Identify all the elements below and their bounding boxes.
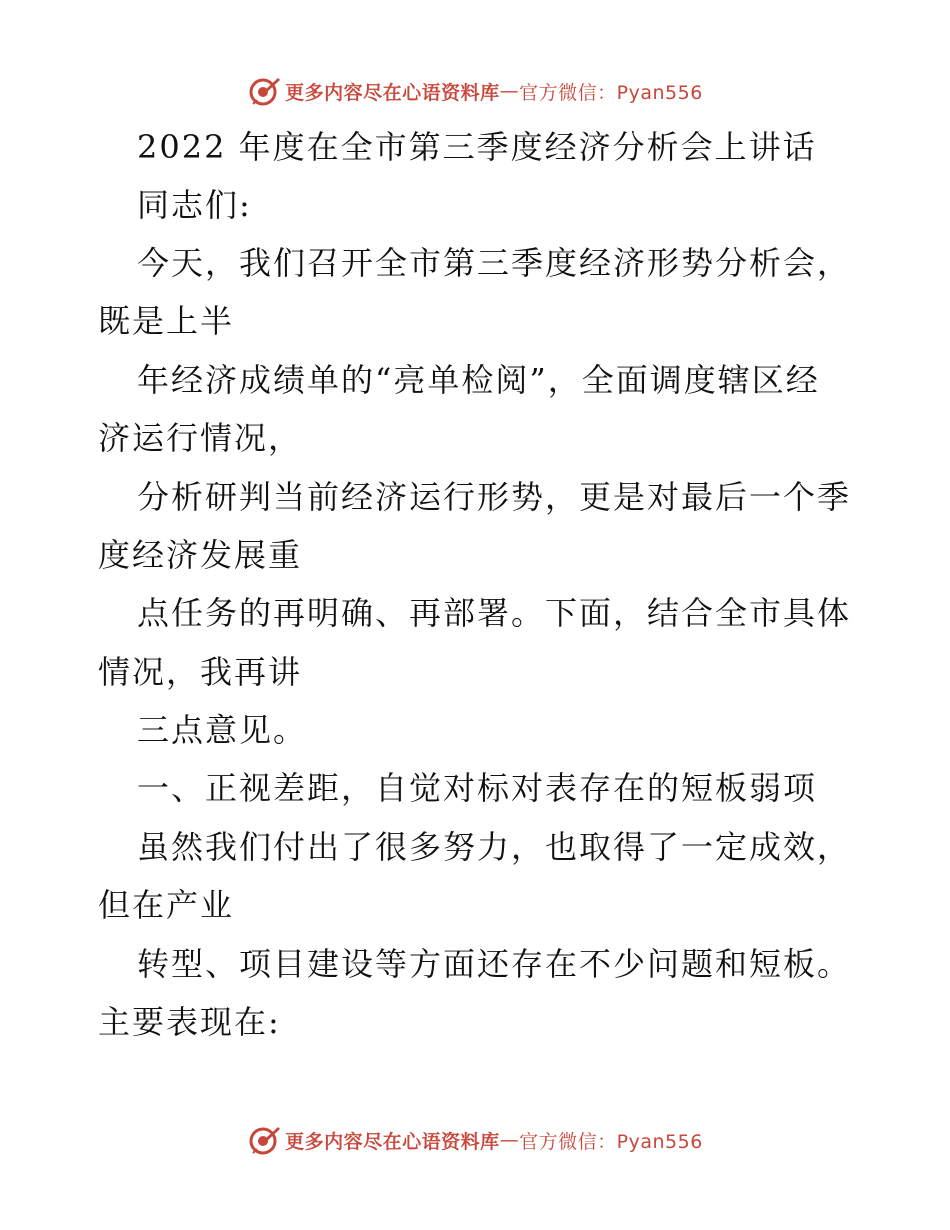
watermark-footer <box>0 1122 950 1158</box>
text-line: 度经济发展重 <box>98 536 303 574</box>
text-line: 点任务的再明确、再部署。下面，结合全市具体 <box>137 594 852 632</box>
section-heading: 一、正视差距，自觉对标对表存在的短板弱项 <box>137 769 818 807</box>
watermark-separator: — <box>499 80 520 102</box>
brand-logo-icon <box>247 1123 281 1157</box>
watermark-header <box>0 73 950 109</box>
text-line: 济运行情况， <box>98 419 303 457</box>
text-line: 既是上半 <box>98 302 235 340</box>
text-line: 同志们: <box>137 186 252 224</box>
text-line: 年经济成绩单的“亮单检阅”，全面调度辖区经 <box>137 361 820 399</box>
text-line: 今天，我们召开全市第三季度经济形势分析会， <box>137 244 852 282</box>
watermark-brand: 更多内容尽在心语资料库 <box>285 1130 500 1153</box>
text-line: 但在产业 <box>98 886 235 924</box>
text-line: 三点意见。 <box>137 711 308 749</box>
text-line: 虽然我们付出了很多努力，也取得了一定成效， <box>137 828 852 866</box>
text-line: 分析研判当前经济运行形势，更是对最后一个季 <box>137 478 852 516</box>
watermark-separator: — <box>499 1129 520 1151</box>
watermark-brand: 更多内容尽在心语资料库 <box>285 81 500 104</box>
brand-logo-icon <box>247 74 281 108</box>
document-title: 2022 年度在全市第三季度经济分析会上讲话 <box>137 128 817 166</box>
text-line: 主要表现在: <box>98 1003 281 1041</box>
watermark-contact: 官方微信：Pyan556 <box>519 81 703 104</box>
watermark-contact: 官方微信：Pyan556 <box>519 1130 703 1153</box>
text-line: 转型、项目建设等方面还存在不少问题和短板。 <box>137 945 852 983</box>
text-line: 情况，我再讲 <box>98 653 303 691</box>
